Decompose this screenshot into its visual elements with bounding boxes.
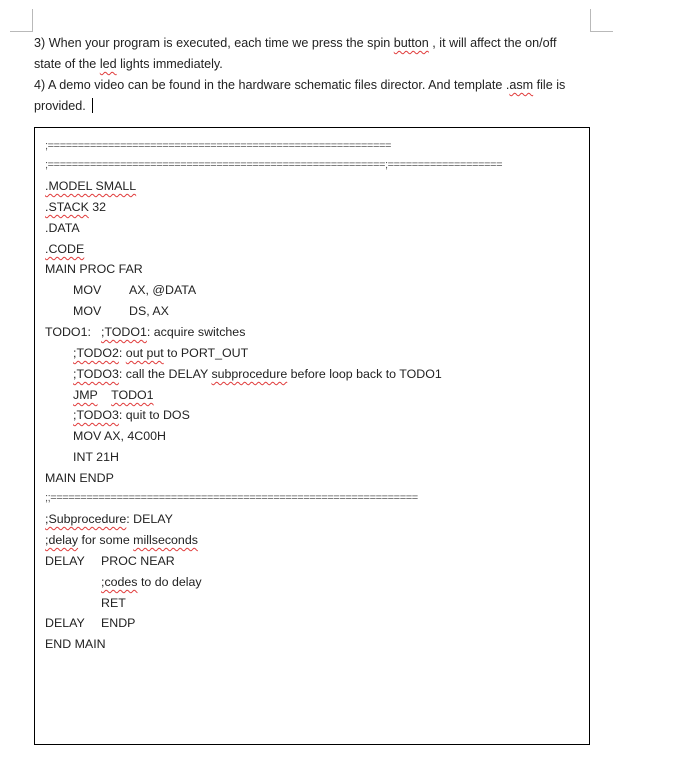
code-line-delay-proc-near (45, 553, 175, 569)
code-separator-1: ;========================================================= (45, 140, 392, 152)
spellcheck-word[interactable]: led (99, 57, 117, 71)
code-line-ret (45, 595, 126, 611)
spellcheck-word[interactable]: button (393, 36, 429, 50)
text-run: MOV (73, 304, 102, 318)
spellcheck-word[interactable]: subprocedure (211, 367, 288, 381)
text-run: file is (533, 78, 566, 92)
text-run: before loop back to TODO1 (287, 367, 442, 381)
code-line-todo2 (45, 345, 248, 361)
spellcheck-word[interactable]: .CODE (45, 242, 85, 256)
spellcheck-word[interactable]: JMP (73, 388, 98, 402)
spellcheck-word[interactable]: ;TODO3 (73, 367, 119, 381)
code-line-subprocedure (45, 511, 173, 527)
spellcheck-word[interactable]: out put (125, 346, 164, 360)
text-run: AX, @DATA (129, 283, 197, 297)
code-line-todo1 (45, 324, 245, 340)
spellcheck-word[interactable]: ;Subprocedure (45, 512, 127, 526)
paragraph-3-line-1 (34, 33, 594, 54)
text-run: : call the DELAY (118, 367, 212, 381)
code-line-main-proc: MAIN PROC FAR (45, 262, 143, 276)
code-line-todo3 (45, 366, 442, 382)
page-corner-marker-top-right (590, 9, 613, 32)
text-run: RET (101, 596, 126, 610)
text-run: 4) A demo video can be found in the hardware schematic files director. And template . (34, 78, 510, 92)
spellcheck-word[interactable]: ;codes (101, 575, 138, 589)
text-run: provided. (34, 99, 86, 113)
spellcheck-word[interactable]: millseconds (133, 533, 198, 547)
code-line-main-endp: MAIN ENDP (45, 471, 114, 485)
spellcheck-word[interactable]: TODO1 (111, 388, 154, 402)
code-line-jmp (45, 387, 154, 403)
text-run: state of the (34, 57, 100, 71)
text-run: , it will affect the on/off (428, 36, 557, 50)
text-run: : quit to DOS (118, 408, 190, 422)
text-run: INT 21H (73, 450, 119, 464)
code-separator-2: ;========================================================;=================== (45, 159, 503, 171)
paragraph-3-line-2 (34, 54, 594, 75)
text-run: ENDP (101, 616, 136, 630)
text-run: MOV (73, 283, 102, 297)
text-run: : acquire switches (146, 325, 246, 339)
spellcheck-word[interactable]: ;delay (45, 533, 79, 547)
spellcheck-word[interactable]: ;TODO3 (73, 408, 119, 422)
code-line-mov-ax (45, 282, 196, 298)
text-run: lights immediately. (116, 57, 223, 71)
text-run: 3) When your program is executed, each time we press the spin (34, 36, 394, 50)
code-line-todo3-quit (45, 407, 190, 423)
code-line-code (45, 241, 84, 257)
code-line-mov-ax-4c00h (45, 428, 166, 444)
code-line-model (45, 178, 136, 194)
text-run: to PORT_OUT (163, 346, 249, 360)
code-line-delay-endp (45, 615, 135, 631)
spellcheck-word[interactable]: ;TODO1 (101, 325, 147, 339)
code-line-data: .DATA (45, 221, 80, 235)
text-run: : DELAY (126, 512, 173, 526)
paragraph-3 (34, 33, 594, 75)
code-line-int-21h (45, 449, 119, 465)
code-line-codes-comment (45, 574, 202, 590)
page-corner-marker-top-left (10, 9, 33, 32)
text-run: DELAY (45, 616, 85, 630)
text-run: : (118, 346, 126, 360)
code-text-box[interactable] (34, 127, 590, 745)
spellcheck-word[interactable]: ;TODO2 (73, 346, 119, 360)
spellcheck-word[interactable]: .MODEL SMALL (45, 179, 137, 193)
text-cursor (92, 98, 93, 113)
code-line-end-main: END MAIN (45, 637, 106, 651)
paragraph-4-line-1 (34, 75, 594, 96)
code-line-delay-comment (45, 532, 198, 548)
spellcheck-word[interactable]: .STACK (45, 200, 89, 214)
text-run: to do delay (137, 575, 202, 589)
text-run: 32 (88, 200, 107, 214)
text-run: TODO1: (45, 325, 91, 339)
code-line-stack (45, 199, 106, 215)
text-run: DELAY (45, 554, 85, 568)
text-run: for some (78, 533, 134, 547)
code-separator-3: ;;============================================================= (45, 492, 418, 504)
paragraph-4 (34, 75, 594, 117)
text-run: DS, AX (129, 304, 169, 318)
spellcheck-word[interactable]: asm (509, 78, 534, 92)
text-run: MOV AX, 4C00H (73, 429, 166, 443)
code-line-mov-ds (45, 303, 169, 319)
paragraph-4-line-2 (34, 96, 594, 117)
text-run: PROC NEAR (101, 554, 175, 568)
